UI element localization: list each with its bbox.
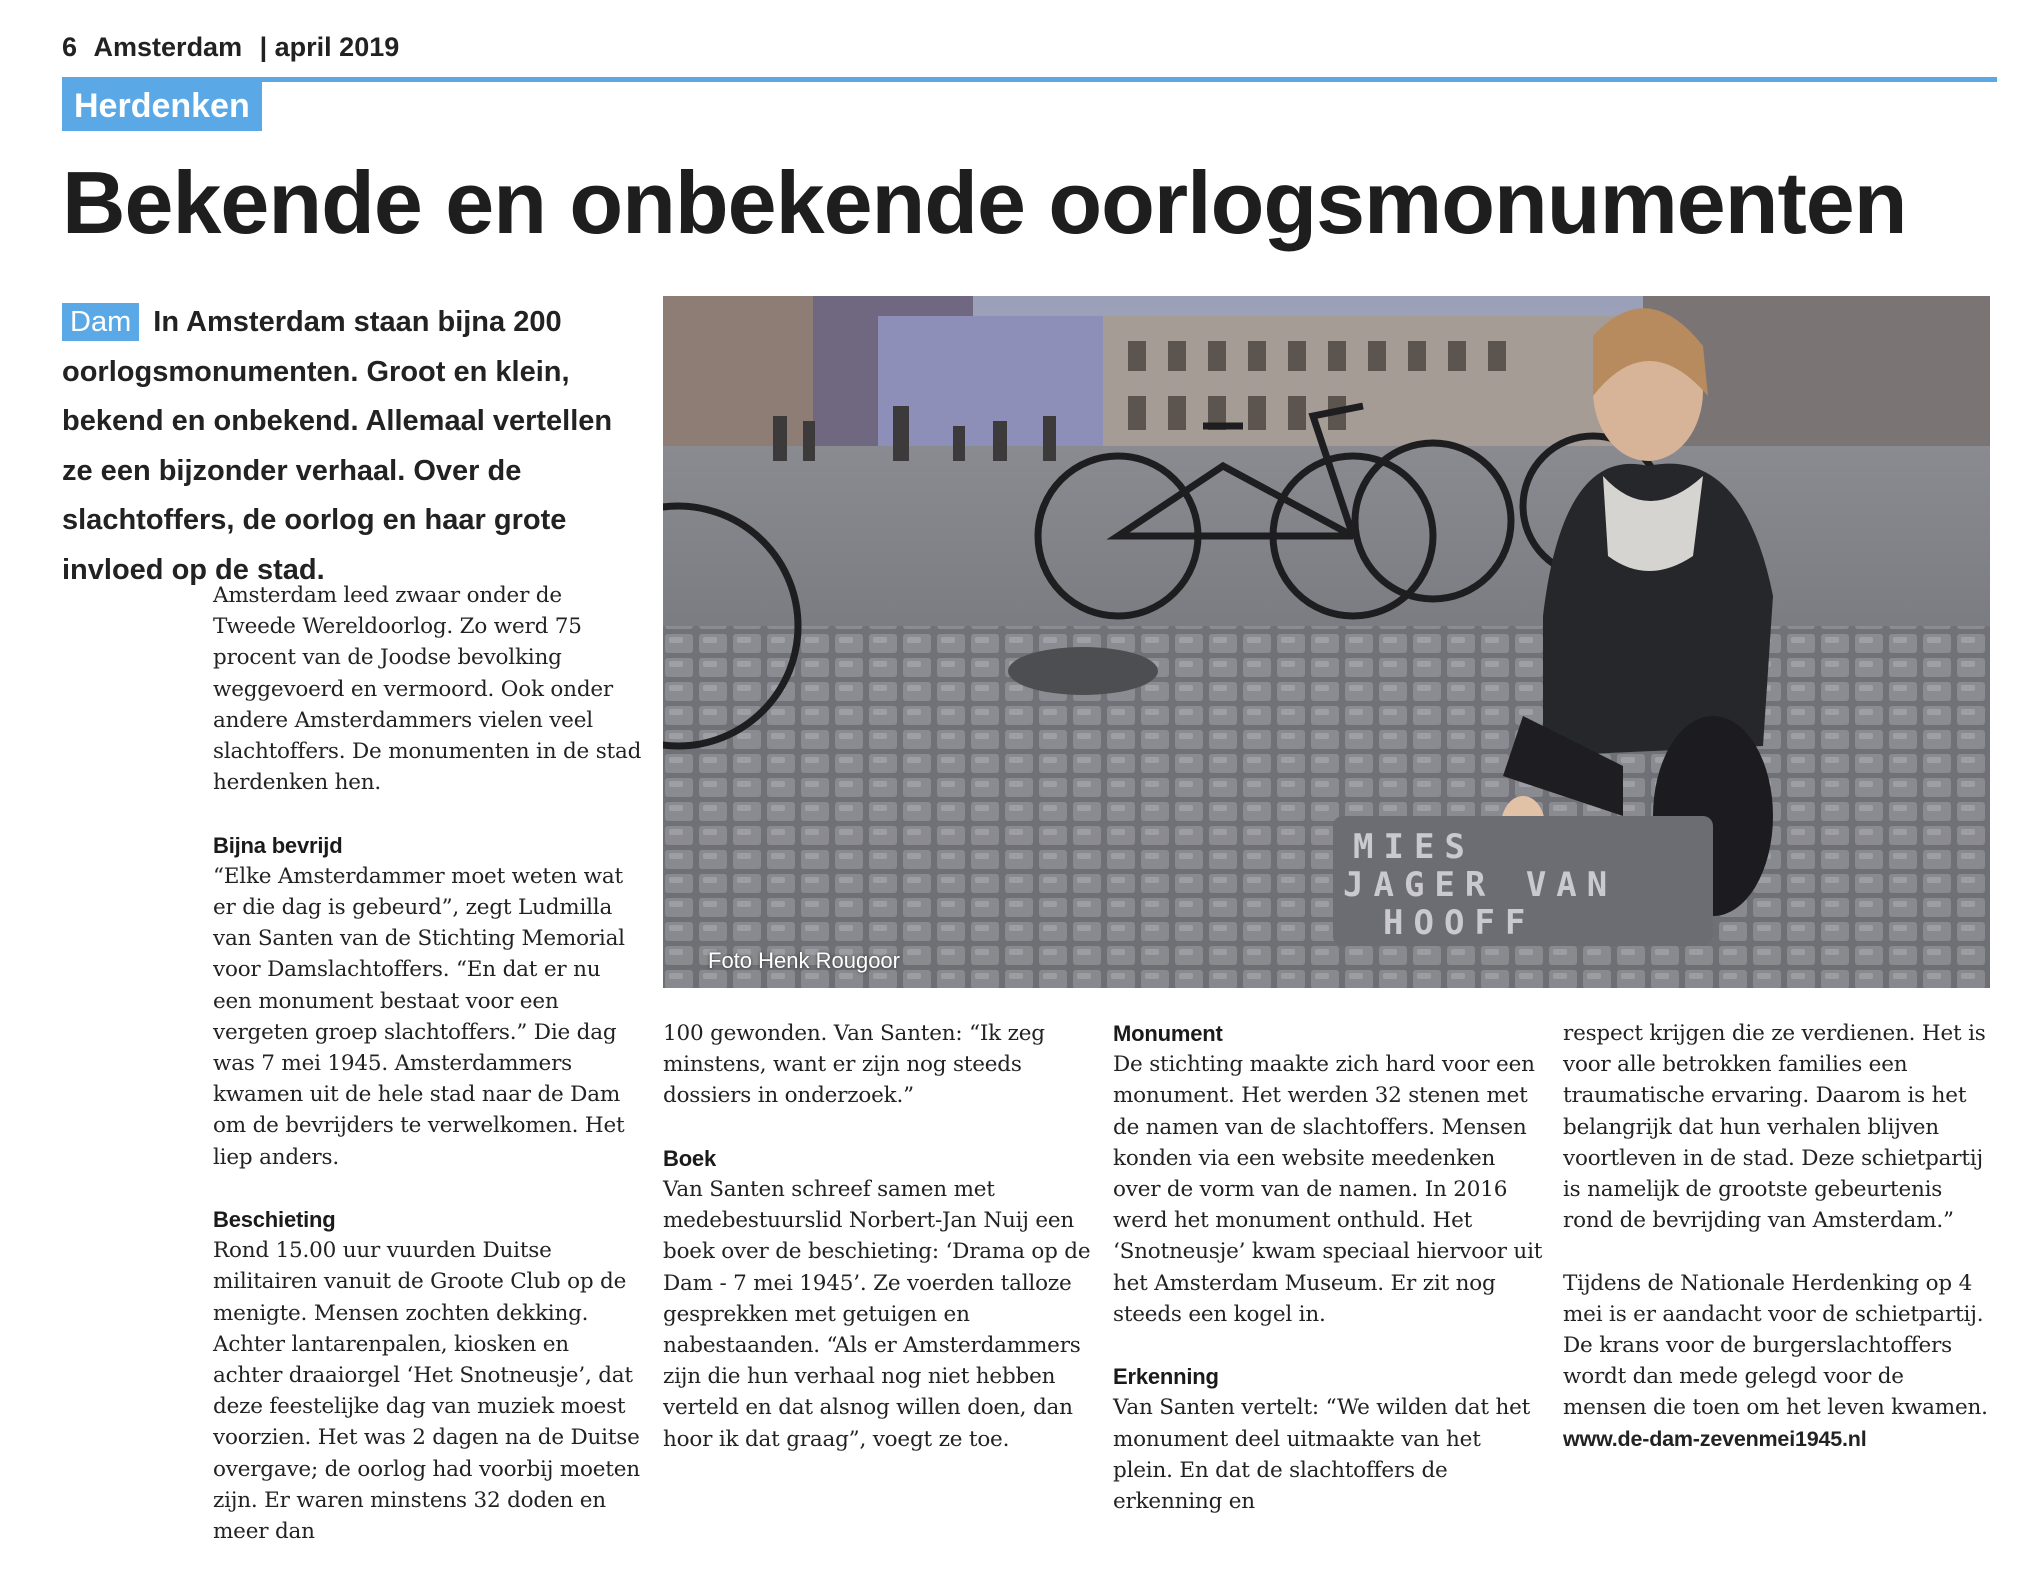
col2-paragraph-1: 100 gewonden. Van Santen: “Ik zeg minstens, want er zijn nog steeds dossiers in onderzoek.” xyxy=(663,1021,1045,1109)
publication-name: Amsterdam xyxy=(93,32,243,62)
article-column-3 xyxy=(1113,1018,1543,1548)
section-tag: Herdenken xyxy=(62,82,262,131)
article-photo xyxy=(663,296,1990,988)
stone-name-line-2: JAGER VAN xyxy=(1343,865,1618,905)
article-column-2 xyxy=(663,1018,1093,1486)
article-column-1 xyxy=(213,580,643,1578)
stone-name-line-3: HOOFF xyxy=(1383,903,1536,943)
col4-paragraph-1: respect krijgen die ze verdienen. Het is voor alle betrokken families een traumatische ervaring. Daarom is het belangrijk dat hun verhalen blijven voortleven in de stad. Deze schietpartij is namelijk de grootste gebeurtenis rond de bevrijding van Amsterdam.” xyxy=(1563,1021,1986,1234)
col1-paragraph-3: Rond 15.00 uur vuurden Duitse militairen vanuit de Groote Club op de menigte. Mensen zochten dekking. Achter lantarenpalen, kiosken en achter draaiorgel ‘Het Snotneusje’, dat deze feestelijke dag van muziek moest voorzien. Het was 2 dagen na de Duitse overgave; de oorlog had voorbij moeten zijn. Er waren minstens 32 doden en meer dan xyxy=(213,1238,640,1545)
col1-paragraph-2: “Elke Amsterdammer moet weten wat er die dag is gebeurd”, zegt Ludmilla van Santen van de Stichting Memorial voor Damslachtoffers. “En dat er nu een monument bestaat voor een vergeten groep slachtoffers.” Die dag was 7 mei 1945. Amsterdammers kwamen uit de hele stad naar de Dam om de bevrijders te verwelkomen. Het liep anders. xyxy=(213,863,625,1170)
subheading-beschieting: Beschieting xyxy=(213,1207,336,1233)
photo-credit: Foto Henk Rougoor xyxy=(708,948,900,973)
subheading-erkenning: Erkenning xyxy=(1113,1364,1219,1390)
subheading-boek: Boek xyxy=(663,1145,716,1171)
issue-date: | april 2019 xyxy=(259,32,400,62)
photo-illustration xyxy=(663,296,1990,988)
intro-text: In Amsterdam staan bijna 200 oorlogsmonumenten. Groot en klein, bekend en onbekend. Allemaal vertellen ze een bijzonder verhaal. Over de slachtoffers, de oorlog en haar grote invloed op de stad. xyxy=(62,306,613,586)
page-header xyxy=(62,32,409,63)
intro-paragraph xyxy=(62,298,642,595)
header-rule xyxy=(62,77,1997,82)
headline: Bekende en onbekende oorlogsmonumenten xyxy=(62,153,1907,252)
stone-name-line-1: MIES xyxy=(1353,827,1475,867)
col4-paragraph-2: Tijdens de Nationale Herdenking op 4 mei is er aandacht voor de schietpartij. De krans voor de burgerslachtoffers wordt dan mede gelegd voor de mensen die toen om het leven kwamen. xyxy=(1563,1270,1988,1421)
subheading-monument: Monument xyxy=(1113,1021,1223,1046)
article-column-4 xyxy=(1563,1018,1993,1455)
col3-paragraph-1: De stichting maakte zich hard voor een monument. Het werden 32 stenen met de namen van de slachtoffers. Mensen konden via een website meedenken over de vorm van de namen. In 2016 werd het monument onthuld. Het ‘Snotneusje’ kwam speciaal hiervoor uit het Amsterdam Museum. Er zit nog steeds een kogel in. xyxy=(1113,1052,1543,1327)
intro-location-tag: Dam xyxy=(62,303,139,341)
col3-paragraph-2: Van Santen vertelt: “We wilden dat het monument deel uitmaakte van het plein. En dat de slachtoffers de erkenning en xyxy=(1113,1395,1531,1515)
website-link[interactable]: www.de-dam-zevenmei1945.nl xyxy=(1563,1426,1867,1451)
page-number: 6 xyxy=(62,32,78,62)
col1-paragraph-1: Amsterdam leed zwaar onder de Tweede Wereldoorlog. Zo werd 75 procent van de Joodse bevolking weggevoerd en vermoord. Ook onder andere Amsterdammers vielen veel slachtoffers. De monumenten in de stad herdenken hen. xyxy=(213,583,642,796)
subheading-bijna-bevrijd: Bijna bevrijd xyxy=(213,832,343,858)
col2-paragraph-2: Van Santen schreef samen met medebestuurslid Norbert-Jan Nuij een boek over de beschieting: ‘Drama op de Dam - 7 mei 1945’. Ze voerden talloze gesprekken met getuigen en nabestaanden. “Als er Amsterdammers zijn die hun verhaal nog niet hebben verteld en dat alsnog willen doen, dan hoor ik dat graag”, voegt ze toe. xyxy=(663,1177,1091,1452)
